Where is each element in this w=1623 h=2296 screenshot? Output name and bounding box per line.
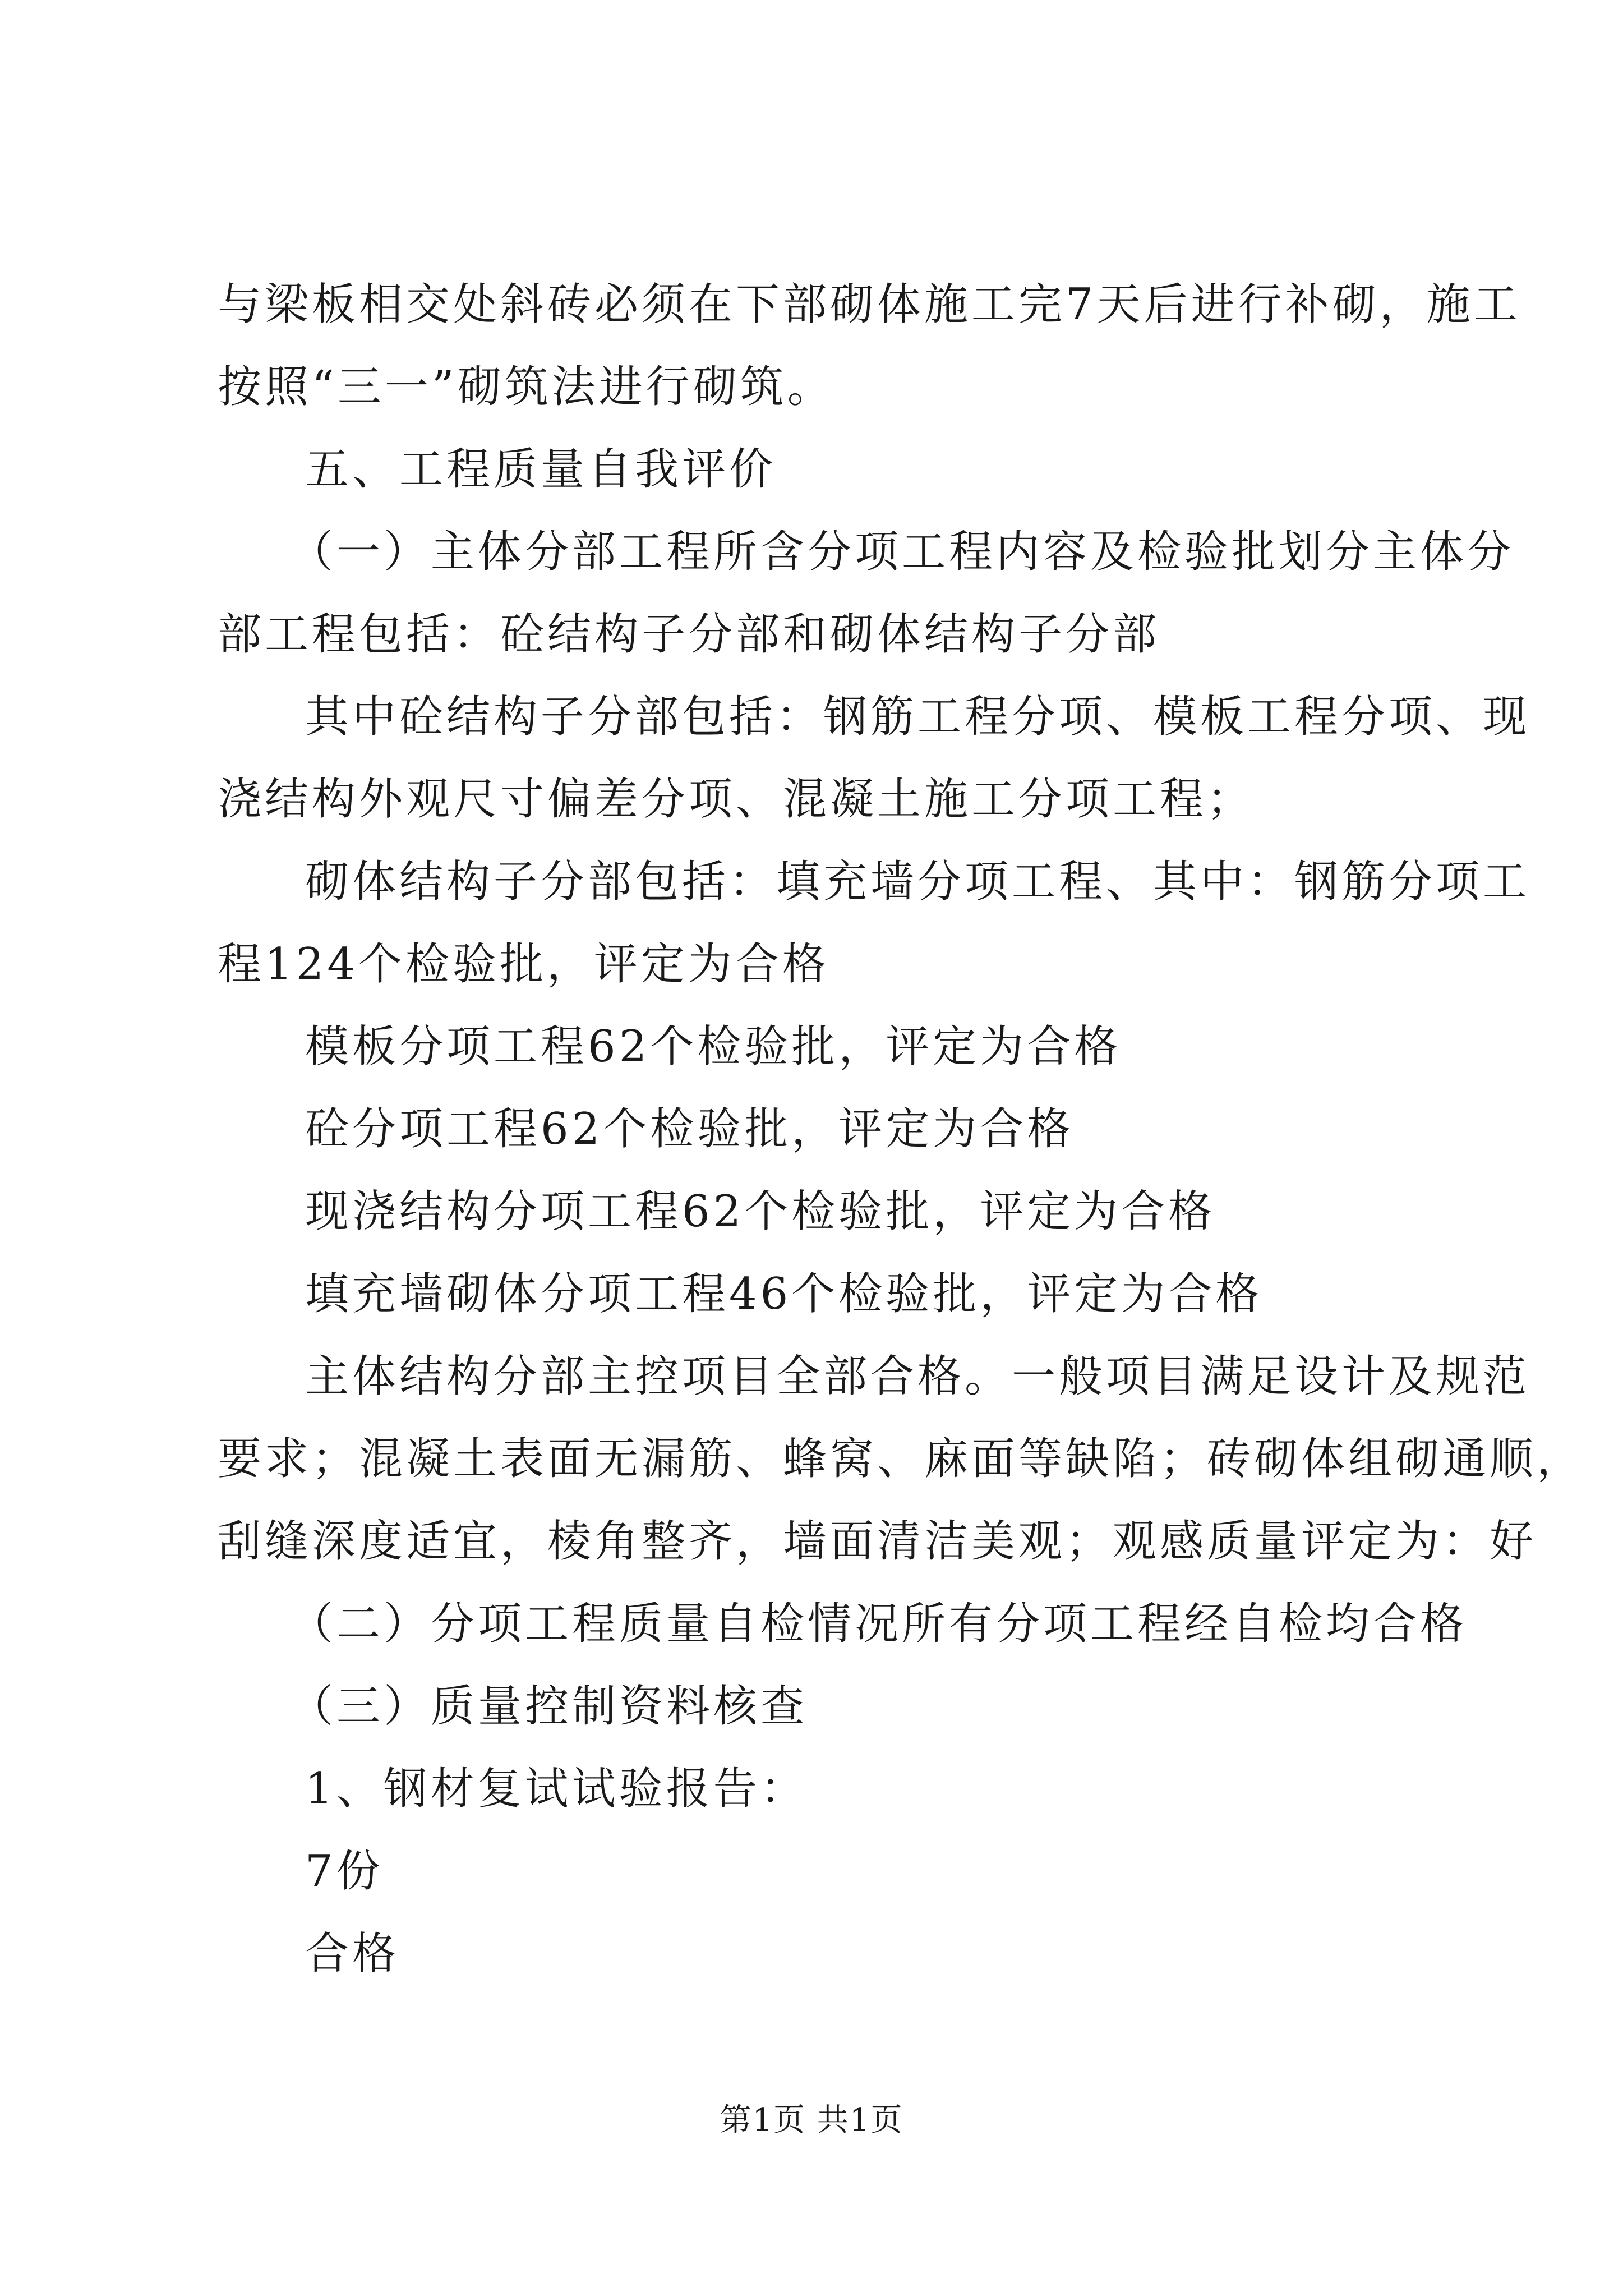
- section-heading: 五、工程质量自我评价: [305, 444, 777, 495]
- subsection-heading: （三）质量控制资料核查: [289, 1681, 808, 1732]
- paragraph-line: 部工程包括：砼结构子分部和砌体结构子分部: [218, 609, 1160, 660]
- page-footer: [0, 2101, 1623, 2140]
- subsection-heading: （一）主体分部工程所含分项工程内容及检验批划分主体分: [289, 527, 1515, 577]
- paragraph-line: 与梁板相交处斜砖必须在下部砌体施工完7天后进行补砌，施工: [218, 279, 1521, 330]
- paragraph-line: 刮缝深度适宜，棱角整齐，墙面清洁美观；观感质量评定为：好: [218, 1516, 1537, 1567]
- document-body: [218, 264, 1584, 1995]
- page-number-indicator: 第1页 共1页: [720, 2102, 903, 2138]
- paragraph-line: 浇结构外观尺寸偏差分项、混凝土施工分项工程；: [218, 774, 1255, 825]
- paragraph-line: 砌体结构子分部包括：填充墙分项工程、其中：钢筋分项工: [305, 857, 1530, 907]
- paragraph-line: 现浇结构分项工程62个检验批，评定为合格: [305, 1186, 1216, 1237]
- list-item: 1、钢材复试试验报告：: [305, 1764, 808, 1814]
- paragraph-line: 程124个检验批，评定为合格: [218, 939, 829, 990]
- paragraph-line: 填充墙砌体分项工程46个检验批，评定为合格: [305, 1269, 1263, 1319]
- paragraph-line: 砼分项工程62个检验批，评定为合格: [305, 1104, 1075, 1154]
- paragraph-line: 主体结构分部主控项目全部合格。一般项目满足设计及规范: [305, 1351, 1530, 1402]
- subsection-heading: （二）分项工程质量自检情况所有分项工程经自检均合格: [289, 1599, 1468, 1649]
- paragraph-line: 要求；混凝土表面无漏筋、蜂窝、麻面等缺陷；砖砌体组砌通顺，: [218, 1434, 1584, 1484]
- paragraph-line: 其中砼结构子分部包括：钢筋工程分项、模板工程分项、现: [305, 692, 1530, 742]
- list-item-result: 合格: [305, 1929, 400, 1979]
- paragraph-line: 模板分项工程62个检验批，评定为合格: [305, 1022, 1122, 1072]
- list-item-value: 7份: [305, 1846, 384, 1897]
- paragraph-line: 按照“三一”砌筑法进行砌筑。: [218, 362, 834, 412]
